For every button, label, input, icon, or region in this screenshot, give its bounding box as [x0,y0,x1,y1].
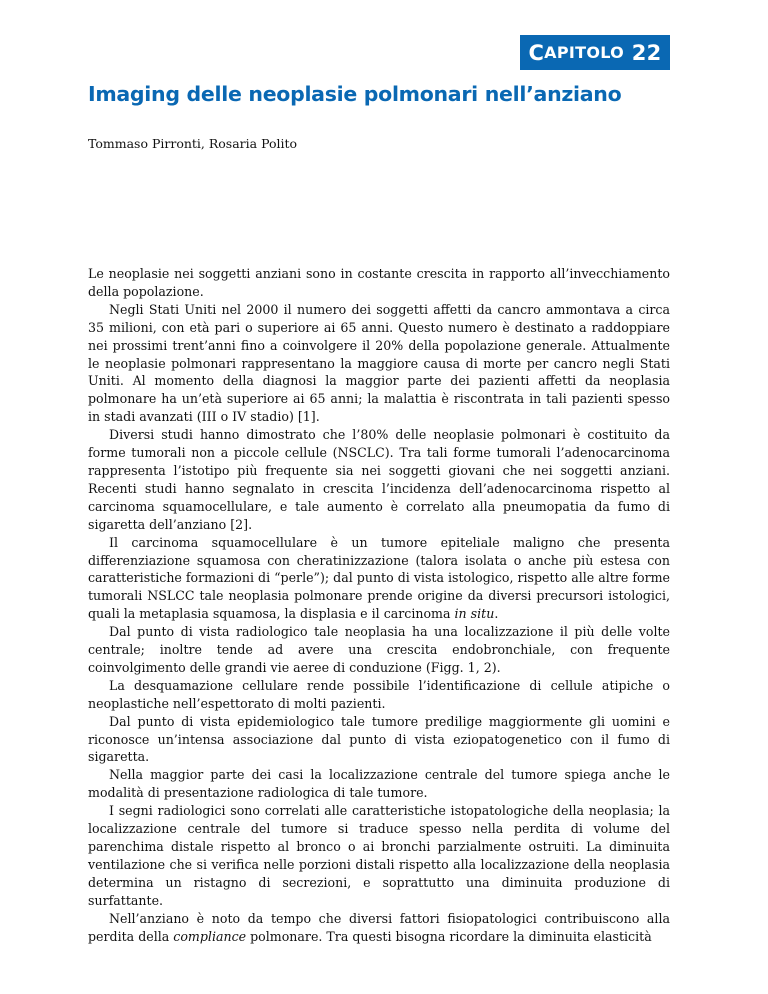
italic-term: in situ [454,606,495,622]
paragraph: Le neoplasie nei soggetti anziani sono in costante crescita in rapporto all’invecchiamento della popolazione. [88,266,670,299]
paragraph: Dal punto di vista epidemiologico tale tumore predilige maggiormente gli uomini e riconosce un’intensa associazione dal punto di vista eziopatogenetico con il fumo di sigaretta. [88,713,670,765]
paragraph: Dal punto di vista radiologico tale neoplasia ha una localizzazione il più delle volte centrale; inoltre tende ad avere una crescita endobronchiale, con frequente coinvolgimento delle grandi vie aeree di conduzione (Figg. 1, 2). [88,624,670,675]
chapter-label-c: C [528,40,545,65]
paragraph-text: Nell’anziano è noto da tempo che diversi fattori fisiopatologici contribuiscono alla perdita della [88,910,670,944]
paragraph [88,534,670,624]
paragraph: La desquamazione cellulare rende possibile l’identificazione di cellule atipiche o neoplastiche nell’espettorato di molti pazienti. [88,677,670,711]
italic-term: compliance [173,928,247,944]
chapter-label-rest: APITOLO [544,43,625,62]
paragraph [88,910,670,946]
paragraph: Nella maggior parte dei casi la localizzazione centrale del tumore spiega anche le modalità di presentazione radiologica di tale tumore. [88,767,670,801]
paragraph: I segni radiologici sono correlati alle caratteristiche istopatologiche della neoplasia; la localizzazione centrale del tumore si traduce spesso nella perdita di volume del parenchima distale rispetto al bronco o ai bronchi parzialmente ostruiti. La diminuita ventilazione che si verifica nelle porzioni distali rispetto alla localizzazione della neoplasia determina un ristagno di secrezioni, e soprattutto una diminuita produzione di surfattante. [88,803,670,908]
body-text [88,265,670,945]
chapter-number: 22 [631,40,662,65]
chapter-title: Imaging delle neoplasie polmonari nell’anziano [88,82,622,106]
chapter-badge [520,35,670,70]
authors: Tommaso Pirronti, Rosaria Polito [88,136,298,151]
paragraph-text: polmonare. Tra questi bisogna ricordare la diminuita elasticità [246,928,652,944]
paragraph-text: Il carcinoma squamocellulare è un tumore epiteliale maligno che presenta differenziazione squamosa con cheratinizzazione (talora isolata o anche più estesa con caratteristiche formazioni di “perle”); dal punto di vista istologico, rispetto alle altre forme tumorali NSLCC tale neoplasia polmonare prende origine da diversi precursori istologici, quali la metaplasia squamosa, la displasia e il carcinoma [88,534,670,622]
paragraph: Negli Stati Uniti nel 2000 il numero dei soggetti affetti da cancro ammontava a circa 35 milioni, con età pari o superiore ai 65 anni. Questo numero è destinato a raddoppiare nei prossimi trent’anni fino a coinvolgere il 20% della popolazione generale. Attualmente le neoplasie polmonari rappresentano la maggiore causa di morte per cancro negli Stati Uniti. Al momento della diagnosi la maggior parte dei pazienti affetti da neoplasia polmonare ha un’età superiore ai 65 anni; la malattia è riscontrata in tali pazienti spesso in stadi avanzati (III o IV stadio) [1]. [88,301,670,425]
punctuation: . [494,606,499,622]
paragraph: Diversi studi hanno dimostrato che l’80% delle neoplasie polmonari è costituito da forme tumorali non a piccole cellule (NSCLC). Tra tali forme tumorali l’adenocarcinoma rappresenta l’istotipo più frequente sia nei soggetti giovani che nei soggetti anziani. Recenti studi hanno segnalato in crescita l’incidenza dell’adenocarcinoma rispetto al carcinoma squamocellulare, e tale aumento è correlato alla pneumopatia da fumo di sigaretta dell’anziano [2]. [88,427,670,532]
